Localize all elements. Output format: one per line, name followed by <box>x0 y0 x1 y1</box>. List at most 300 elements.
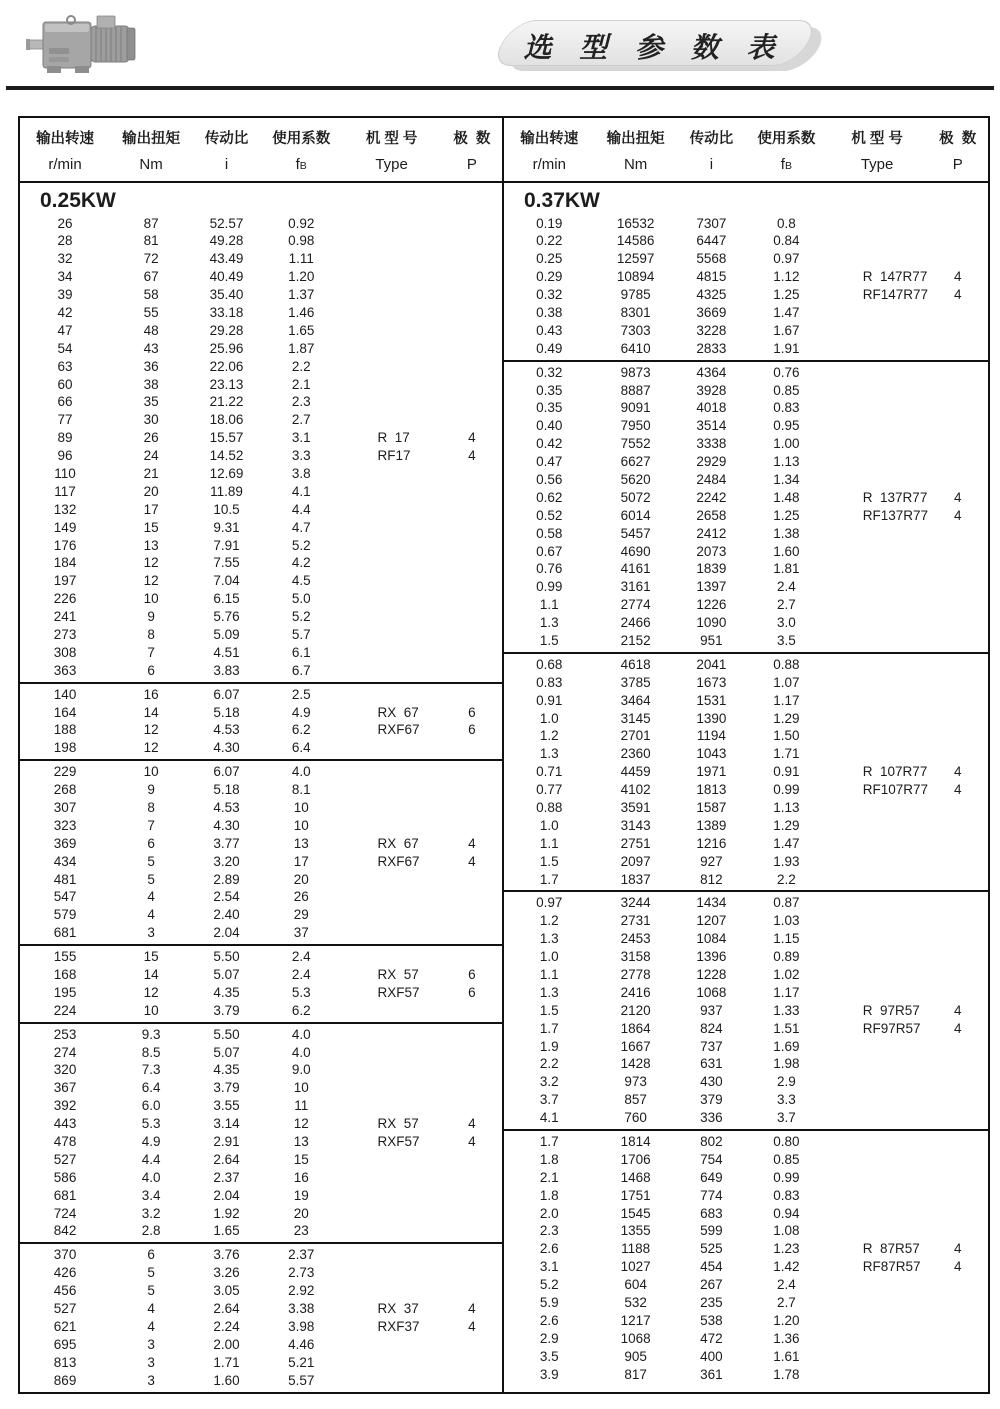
cell-torque: 5072 <box>620 489 651 505</box>
cell-poles <box>927 453 988 471</box>
cell-speed: 1.0 <box>539 817 559 833</box>
cell-service-factor: 4.0 <box>291 1026 311 1042</box>
cell-poles <box>442 393 502 411</box>
cell-torque: 14 <box>143 967 159 983</box>
cell-torque: 2751 <box>620 835 651 851</box>
table-row <box>20 554 502 572</box>
cell-ratio: 4018 <box>696 400 727 416</box>
cell-type <box>341 871 441 889</box>
cell-service-factor: 2.4 <box>291 967 311 983</box>
cell-ratio: 1226 <box>696 597 727 613</box>
cell-ratio: 737 <box>700 1038 723 1054</box>
cell-speed: 2.6 <box>539 1312 559 1328</box>
cell-speed: 0.68 <box>536 656 563 672</box>
cell-speed: 224 <box>53 1002 77 1018</box>
cell-speed: 149 <box>53 519 77 535</box>
cell-poles <box>927 1294 988 1312</box>
table-section <box>504 183 988 360</box>
cell-type <box>341 662 441 680</box>
banner <box>500 18 822 74</box>
cell-type <box>341 411 441 429</box>
cell-poles <box>927 656 988 674</box>
table-row <box>504 1276 988 1294</box>
cell-service-factor: 1.12 <box>773 269 800 285</box>
cell-service-factor: 2.73 <box>288 1265 315 1281</box>
cell-type <box>827 1348 928 1366</box>
cell-torque: 905 <box>624 1348 647 1364</box>
cell-ratio: 3.76 <box>213 1247 240 1263</box>
table-row <box>504 745 988 763</box>
cell-torque: 3464 <box>620 692 651 708</box>
cell-service-factor: 17 <box>293 853 309 869</box>
cell-type <box>341 626 441 644</box>
cell-torque: 1837 <box>620 871 651 887</box>
cell-speed: 0.42 <box>536 436 563 452</box>
cell-poles <box>442 608 502 626</box>
cell-type <box>341 1222 441 1240</box>
cell-ratio: 812 <box>700 871 723 887</box>
cell-poles: 6 <box>468 722 476 738</box>
cell-service-factor: 0.91 <box>773 764 800 780</box>
cell-ratio: 1396 <box>696 949 727 965</box>
cell-speed: 34 <box>57 269 73 285</box>
cell-ratio: 4.30 <box>213 740 240 756</box>
cell-type <box>341 888 441 906</box>
cell-ratio: 2.04 <box>213 925 240 941</box>
cell-ratio: 1216 <box>696 835 727 851</box>
cell-torque: 87 <box>143 215 159 231</box>
table-row <box>20 1002 502 1020</box>
cell-ratio: 2073 <box>696 543 727 559</box>
cell-poles: 4 <box>468 1301 476 1317</box>
cell-service-factor: 4.1 <box>291 483 311 499</box>
cell-speed: 0.49 <box>536 340 563 356</box>
table-row <box>504 853 988 871</box>
cell-ratio: 1043 <box>696 746 727 762</box>
table-row <box>504 1205 988 1223</box>
cell-ratio: 538 <box>700 1312 723 1328</box>
cell-speed: 369 <box>53 835 77 851</box>
table-row <box>504 710 988 728</box>
cell-ratio: 400 <box>700 1348 723 1364</box>
cell-torque: 1706 <box>620 1151 651 1167</box>
table-row <box>504 250 988 268</box>
cell-torque: 4 <box>147 907 155 923</box>
cell-type <box>341 799 441 817</box>
cell-poles <box>442 250 502 268</box>
table-row <box>20 1282 502 1300</box>
cell-speed: 481 <box>53 871 77 887</box>
cell-service-factor: 1.07 <box>773 674 800 690</box>
cell-ratio: 2.64 <box>213 1301 240 1317</box>
cell-service-factor: 1.87 <box>288 340 315 356</box>
table-row <box>504 1133 988 1151</box>
cell-poles <box>442 1282 502 1300</box>
cell-ratio: 1194 <box>696 728 726 744</box>
cell-type: RXF57 <box>377 1134 420 1150</box>
cell-ratio: 2242 <box>696 489 727 505</box>
cell-ratio: 2833 <box>696 340 727 356</box>
table-row <box>20 1246 502 1264</box>
cell-speed: 1.8 <box>539 1187 559 1203</box>
cell-type: RF87R57 <box>862 1259 921 1275</box>
cell-type <box>827 948 928 966</box>
cell-ratio: 7.04 <box>213 573 240 589</box>
cell-ratio: 4815 <box>696 269 727 285</box>
table-row <box>504 966 988 984</box>
cell-type <box>827 871 928 889</box>
cell-type: R 97R57 <box>862 1002 920 1018</box>
cell-poles <box>927 1312 988 1330</box>
cell-ratio: 525 <box>700 1241 723 1257</box>
cell-type <box>341 817 441 835</box>
cell-ratio: 5.50 <box>213 949 240 965</box>
cell-poles <box>927 304 988 322</box>
cell-poles <box>442 739 502 757</box>
table-row <box>504 674 988 692</box>
cell-speed: 0.25 <box>536 251 563 267</box>
cell-type <box>341 572 441 590</box>
cell-service-factor: 3.0 <box>776 615 796 631</box>
table-row <box>504 1312 988 1330</box>
cell-poles <box>927 984 988 1002</box>
cell-speed: 0.22 <box>536 233 563 249</box>
cell-service-factor: 9.0 <box>291 1062 311 1078</box>
cell-speed: 273 <box>53 626 77 642</box>
cell-speed: 0.67 <box>536 543 563 559</box>
cell-torque: 55 <box>143 304 159 320</box>
col-header-ratio: 传动比 i <box>204 130 249 173</box>
cell-type <box>341 1061 441 1079</box>
cell-ratio: 6.07 <box>213 686 240 702</box>
cell-torque: 6014 <box>620 507 651 523</box>
cell-type <box>341 1151 441 1169</box>
cell-speed: 1.5 <box>539 1002 559 1018</box>
cell-torque: 4.4 <box>141 1151 161 1167</box>
cell-torque: 3145 <box>620 710 651 726</box>
cell-service-factor: 0.87 <box>773 895 800 911</box>
cell-torque: 10 <box>143 764 159 780</box>
cell-type <box>341 1336 441 1354</box>
cell-ratio: 18.06 <box>209 412 244 428</box>
cell-poles <box>442 232 502 250</box>
cell-service-factor: 2.2 <box>776 871 796 887</box>
table-row <box>504 399 988 417</box>
table-row <box>20 966 502 984</box>
table-row <box>504 453 988 471</box>
cell-ratio: 5.07 <box>213 1044 240 1060</box>
table-row <box>20 1061 502 1079</box>
cell-service-factor: 2.2 <box>291 358 311 374</box>
cell-speed: 392 <box>53 1098 77 1114</box>
table-row <box>20 286 502 304</box>
table-row <box>20 721 502 739</box>
cell-ratio: 3.79 <box>213 1080 240 1096</box>
cell-poles <box>927 912 988 930</box>
cell-torque: 8887 <box>620 382 651 398</box>
cell-type <box>827 1187 928 1205</box>
cell-speed: 274 <box>53 1044 77 1060</box>
cell-type <box>341 1264 441 1282</box>
cell-speed: 621 <box>53 1318 77 1334</box>
cell-poles <box>927 1151 988 1169</box>
cell-poles <box>442 483 502 501</box>
table-row <box>20 644 502 662</box>
cell-service-factor: 2.7 <box>291 412 311 428</box>
cell-type <box>341 1246 441 1264</box>
cell-torque: 10 <box>143 1002 159 1018</box>
table-row <box>504 799 988 817</box>
cell-poles <box>927 322 988 340</box>
cell-poles <box>442 358 502 376</box>
cell-poles <box>442 781 502 799</box>
cell-torque: 3591 <box>620 800 651 815</box>
cell-torque: 35 <box>143 394 159 410</box>
cell-service-factor: 16 <box>293 1169 309 1185</box>
cell-service-factor: 6.2 <box>291 722 311 738</box>
cell-ratio: 1.65 <box>213 1223 240 1239</box>
cell-service-factor: 20 <box>293 871 309 887</box>
cell-poles <box>442 1372 502 1390</box>
cell-poles <box>442 662 502 680</box>
cell-torque: 2774 <box>620 597 651 613</box>
cell-poles <box>442 340 502 358</box>
cell-poles <box>927 525 988 543</box>
table-row <box>20 704 502 722</box>
cell-torque: 3785 <box>620 674 651 690</box>
cell-ratio: 1228 <box>696 967 727 983</box>
cell-type <box>827 1038 928 1056</box>
table-section <box>20 1242 502 1391</box>
cell-ratio: 2041 <box>696 656 727 672</box>
cell-service-factor: 4.7 <box>291 519 311 535</box>
cell-ratio: 824 <box>700 1020 723 1036</box>
cell-torque: 1468 <box>620 1169 651 1185</box>
cell-ratio: 1090 <box>696 615 727 631</box>
cell-speed: 229 <box>53 764 77 780</box>
cell-service-factor: 1.29 <box>773 710 800 726</box>
cell-type <box>827 930 928 948</box>
cell-service-factor: 4.0 <box>291 764 311 780</box>
cell-ratio: 379 <box>700 1092 723 1108</box>
cell-poles <box>442 1097 502 1115</box>
cell-type <box>827 632 928 650</box>
cell-speed: 842 <box>53 1223 77 1239</box>
cell-ratio: 43.49 <box>209 251 244 267</box>
cell-type <box>341 644 441 662</box>
cell-type <box>827 912 928 930</box>
cell-poles <box>442 537 502 555</box>
cell-service-factor: 2.4 <box>776 579 796 595</box>
cell-type <box>827 1276 928 1294</box>
table-row <box>504 382 988 400</box>
cell-speed: 168 <box>53 967 77 983</box>
table-row <box>20 411 502 429</box>
cell-torque: 30 <box>143 412 159 428</box>
table-row <box>504 1169 988 1187</box>
cell-speed: 1.7 <box>539 1134 559 1150</box>
cell-speed: 813 <box>53 1354 77 1370</box>
cell-speed: 60 <box>57 376 73 392</box>
cell-type <box>827 340 928 358</box>
cell-ratio: 3228 <box>696 322 727 338</box>
cell-service-factor: 0.84 <box>773 233 800 249</box>
table-row <box>504 525 988 543</box>
cell-type: RX 57 <box>377 967 419 983</box>
cell-poles: 4 <box>953 1259 962 1275</box>
cell-type <box>827 656 928 674</box>
cell-type <box>341 948 441 966</box>
cell-speed: 0.40 <box>536 418 563 434</box>
cell-speed: 1.5 <box>539 853 559 869</box>
cell-speed: 1.3 <box>539 931 559 947</box>
cell-ratio: 7307 <box>696 215 727 231</box>
cell-type <box>341 1205 441 1223</box>
cell-poles <box>927 560 988 578</box>
cell-speed: 0.35 <box>536 400 563 416</box>
cell-speed: 0.71 <box>536 764 563 780</box>
cell-torque: 17 <box>143 501 159 517</box>
cell-poles <box>442 554 502 572</box>
cell-service-factor: 1.60 <box>773 543 800 559</box>
cell-ratio: 2.40 <box>213 907 240 923</box>
cell-service-factor: 5.3 <box>291 984 311 1000</box>
table-row <box>20 483 502 501</box>
cell-service-factor: 0.8 <box>776 215 796 231</box>
cell-ratio: 802 <box>700 1134 723 1150</box>
cell-poles <box>927 745 988 763</box>
col-header-service-factor: 使用系数 fB <box>272 130 331 173</box>
cell-ratio: 15.57 <box>209 430 244 446</box>
cell-poles <box>927 710 988 728</box>
table-row <box>504 215 988 233</box>
cell-torque: 6 <box>147 835 155 851</box>
page-header <box>0 0 1000 86</box>
cell-ratio: 1531 <box>696 692 727 708</box>
table-row <box>504 1187 988 1205</box>
cell-torque: 3244 <box>620 895 651 911</box>
cell-poles: 4 <box>953 1241 962 1257</box>
cell-torque: 3 <box>147 1336 155 1352</box>
cell-speed: 1.2 <box>539 913 559 929</box>
table-row <box>20 1044 502 1062</box>
table-row <box>504 614 988 632</box>
cell-service-factor: 4.0 <box>291 1044 311 1060</box>
cell-speed: 1.3 <box>539 615 559 631</box>
cell-type <box>341 924 441 942</box>
cell-speed: 320 <box>53 1062 77 1078</box>
table-row <box>504 322 988 340</box>
cell-poles: 4 <box>953 287 962 303</box>
table-row <box>504 781 988 799</box>
cell-torque: 1188 <box>621 1241 651 1257</box>
cell-poles <box>927 632 988 650</box>
cell-ratio: 4.53 <box>213 800 240 815</box>
cell-torque: 6.0 <box>141 1098 161 1114</box>
cell-poles: 6 <box>468 967 476 983</box>
cell-type <box>827 560 928 578</box>
cell-poles <box>442 1061 502 1079</box>
cell-service-factor: 2.92 <box>288 1283 315 1299</box>
cell-ratio: 12.69 <box>209 465 244 481</box>
cell-type <box>341 483 441 501</box>
cell-torque: 3161 <box>620 579 651 595</box>
cell-torque: 2360 <box>620 746 651 762</box>
col-header-type: 机 型 号 Type <box>851 130 903 173</box>
cell-torque: 2731 <box>620 913 651 929</box>
table-row <box>504 894 988 912</box>
cell-type <box>827 1169 928 1187</box>
cell-ratio: 2.04 <box>213 1187 240 1203</box>
cell-ratio: 4325 <box>696 287 727 303</box>
cell-type <box>341 519 441 537</box>
cell-service-factor: 3.1 <box>291 430 311 446</box>
cell-type <box>341 1044 441 1062</box>
cell-torque: 3158 <box>620 949 651 965</box>
cell-poles <box>442 799 502 817</box>
table-row <box>20 924 502 942</box>
cell-service-factor: 0.83 <box>773 1187 800 1203</box>
cell-torque: 7950 <box>620 418 651 434</box>
cell-service-factor: 3.98 <box>288 1318 315 1334</box>
cell-speed: 0.62 <box>536 489 563 505</box>
cell-speed: 0.91 <box>536 692 563 708</box>
cell-torque: 1864 <box>620 1020 651 1036</box>
cell-type: RX 57 <box>377 1116 419 1132</box>
table-row <box>20 232 502 250</box>
cell-type <box>827 966 928 984</box>
cell-torque: 9091 <box>620 400 651 416</box>
col-header-poles: 极 数 P <box>939 130 977 173</box>
cell-ratio: 40.49 <box>209 269 244 285</box>
cell-type <box>341 304 441 322</box>
cell-service-factor: 0.88 <box>773 656 800 672</box>
cell-torque: 3.2 <box>141 1205 161 1221</box>
cell-torque: 3143 <box>620 817 651 833</box>
cell-speed: 4.1 <box>539 1110 559 1126</box>
col-header-type: 机 型 号 Type <box>365 130 418 173</box>
cell-poles <box>442 1336 502 1354</box>
cell-service-factor: 1.25 <box>773 507 800 523</box>
cell-poles <box>442 924 502 942</box>
cell-speed: 47 <box>57 322 73 338</box>
table-row <box>20 465 502 483</box>
cell-service-factor: 19 <box>293 1187 309 1203</box>
cell-service-factor: 0.92 <box>288 215 315 231</box>
cell-service-factor: 1.93 <box>773 853 800 869</box>
cell-speed: 5.2 <box>539 1277 559 1293</box>
cell-torque: 857 <box>624 1092 647 1108</box>
cell-poles <box>927 1330 988 1348</box>
cell-poles <box>927 417 988 435</box>
cell-speed: 0.52 <box>536 507 563 523</box>
cell-speed: 547 <box>53 889 77 905</box>
selection-parameter-table <box>18 116 990 1394</box>
cell-poles <box>442 215 502 233</box>
cell-ratio: 6.15 <box>213 591 240 607</box>
cell-poles <box>442 686 502 704</box>
cell-service-factor: 1.65 <box>288 322 315 338</box>
cell-ratio: 2484 <box>696 471 727 487</box>
table-row <box>20 1264 502 1282</box>
cell-torque: 7 <box>147 817 155 833</box>
cell-ratio: 25.96 <box>209 340 244 356</box>
gear-motor-image <box>25 8 147 82</box>
table-section <box>504 1129 988 1385</box>
cell-service-factor: 2.5 <box>291 686 311 702</box>
cell-poles: 4 <box>953 1002 962 1018</box>
table-row <box>504 1151 988 1169</box>
